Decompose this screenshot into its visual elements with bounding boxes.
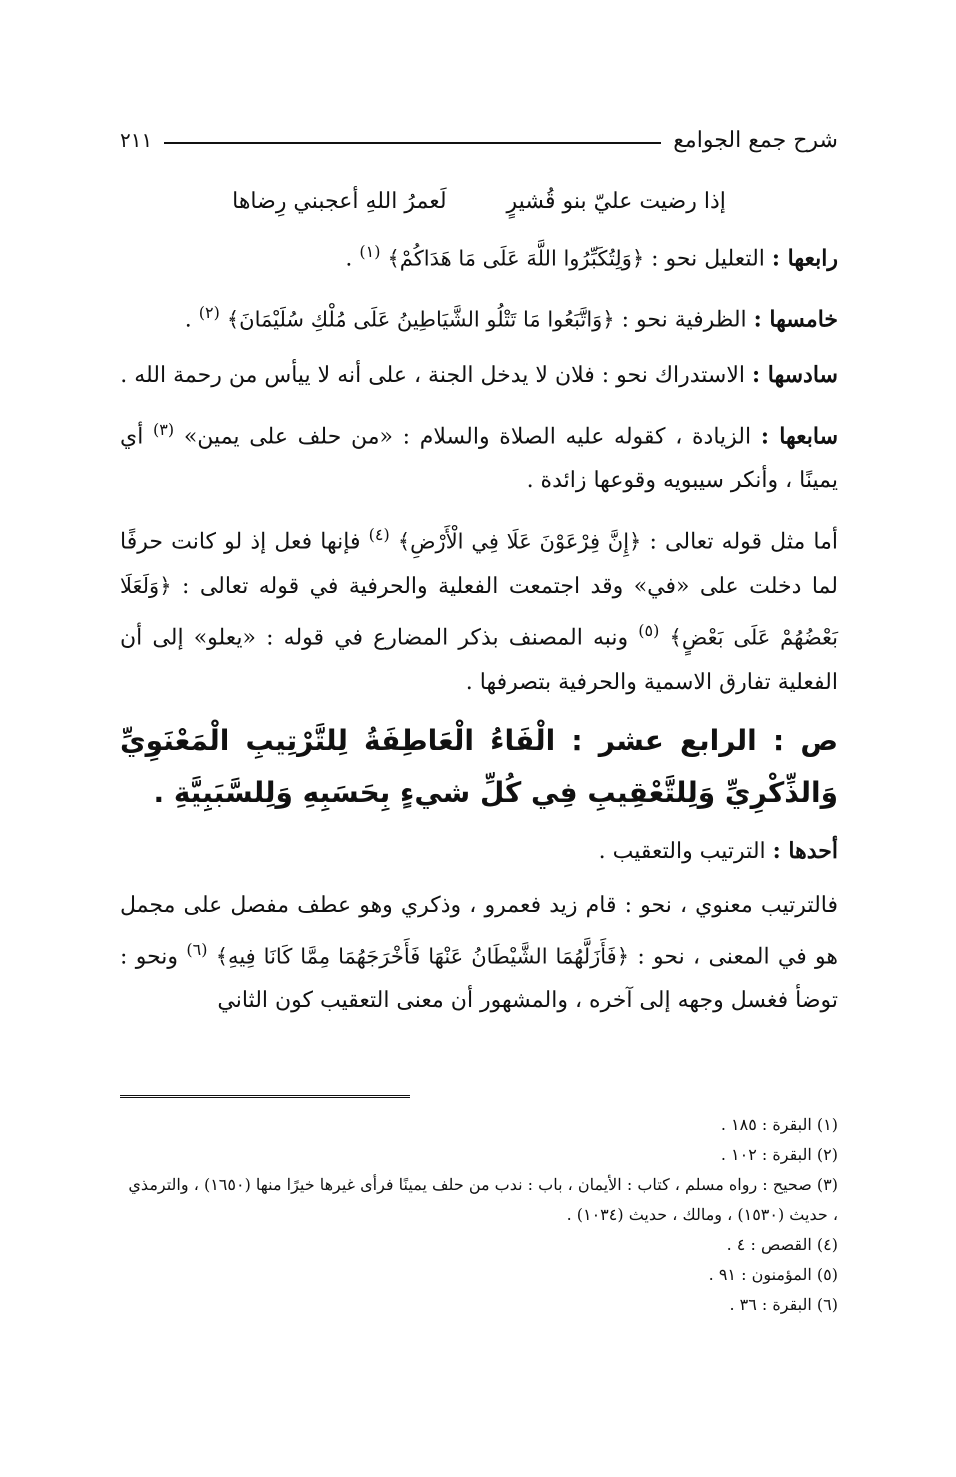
running-head	[120, 120, 838, 160]
footnote-ref: (٥)	[638, 621, 660, 641]
footnote: (٦) البقرة : ٣٦ .	[729, 1295, 838, 1314]
paragraph-first-meaning	[120, 829, 838, 874]
term-label: رابعها :	[771, 245, 838, 272]
footnote-ref: (٢)	[198, 303, 220, 323]
paragraph-tartib-explanation	[120, 884, 838, 1023]
quran-quote: ﴿وَاتَّبَعُوا مَا تَتْلُو الشَّيَاطِينُ عَلَى مُلْكِ سُلَيْمَانَ﴾	[226, 307, 615, 332]
running-title: شرح جمع الجوامع	[673, 127, 838, 153]
poem-hemistich-first: إذا رضيت عليّ بنو قُشيرٍ	[506, 189, 726, 214]
footnote-ref: (٣)	[153, 419, 175, 439]
quran-quote: ﴿فَأَزَلَّهُمَا الشَّيْطَانُ عَنْهَا فَأَخْرَجَهُمَا مِمَّا كَانَا فِيهِ﴾	[215, 943, 630, 968]
footnote: (١) البقرة : ١٨٥ .	[720, 1115, 838, 1134]
paragraph-text: ونبه المصنف بذكر المضارع في قوله : «يعلو» إلى أن الفعلية تفارق الاسمية والحرفية بتصرفها .	[120, 625, 838, 695]
paragraph-text: الاستدراك نحو : فلان لا يدخل الجنة ، على أنه لا ييأس من رحمة الله .	[120, 362, 745, 388]
term-label: أحدها :	[772, 837, 838, 864]
footnote-ref: (١)	[359, 242, 381, 261]
body-text	[120, 180, 838, 1033]
page-number: ٢١١	[120, 128, 153, 152]
term-label: سابعها :	[760, 422, 839, 449]
footnote: (٤) القصص : ٤ .	[726, 1235, 838, 1254]
paragraph-text: فالترتيب معنوي ، نحو : قام زيد فعمرو ، وذكري وهو عطف مفصل على مجمل هو في المعنى ، نحو :	[120, 892, 839, 969]
paragraph-fifth-meaning	[120, 291, 838, 342]
paragraph-seventh-meaning	[120, 408, 838, 503]
paragraph-end: .	[345, 246, 353, 272]
paragraph-text: فإنها فعل إذ لو كانت حرفًا لما دخلت على «في» وقد اجتمعت الفعلية والحرفية في قوله تعالى :	[120, 529, 838, 600]
paragraph-text: الزيادة ، كقوله عليه الصلاة والسلام : «من حلف على يمين»	[183, 423, 752, 449]
paragraph-fourth-meaning	[120, 230, 838, 281]
poem-verse	[120, 180, 838, 224]
paragraph-end: أي يمينًا ، وأنكر سيبويه وقوعها زائدة .	[120, 423, 838, 493]
term-label: خامسها :	[753, 306, 838, 333]
matn-heading: ص : الرابع عشر : الْفَاءُ الْعَاطِفَةُ لِلتَّرْتِيبِ الْمَعْنَوِيِّ وَالذِّكْرِيِّ وَلِلتَّعْقِيبِ فِي كُلِّ شيءٍ بِحَسَبِهِ وَلِلسَّبَبِيَّةِ .	[120, 723, 838, 809]
footnote-separator	[120, 1095, 410, 1098]
footnote-ref: (٦)	[186, 939, 208, 959]
footnotes	[120, 1110, 838, 1320]
paragraph-text: الترتيب والتعقيب .	[598, 838, 766, 864]
quran-quote: ﴿إِنَّ فِرْعَوْنَ عَلَا فِي الْأَرْضِ﴾	[397, 529, 642, 554]
header-rule	[164, 142, 661, 144]
term-label: سادسها :	[752, 361, 838, 388]
paragraph-end: .	[184, 307, 192, 333]
book-page	[120, 110, 838, 1360]
poem-hemistich-second: لَعمرُ اللهِ أعجبني رِضاها	[232, 189, 447, 214]
paragraph-sixth-meaning	[120, 353, 838, 398]
paragraph-text: أما مثل قوله تعالى :	[649, 529, 838, 555]
paragraph-text: ونحو : توضأ فغسل وجهه إلى آخره ، والمشهور أن معنى التعقيب كون الثاني	[120, 943, 838, 1013]
footnote-ref: (٤)	[368, 524, 390, 544]
footnote: (٥) المؤمنون : ٩١ .	[708, 1265, 838, 1284]
paragraph-pharaoh-example	[120, 513, 838, 705]
paragraph-text: التعليل نحو :	[651, 246, 765, 272]
quran-quote: ﴿وَلَعَلَا بَعْضُهُمْ عَلَى بَعْضٍ﴾	[120, 574, 839, 650]
footnote: (٣) صحيح : رواه مسلم ، كتاب : الأيمان ، باب : ندب من حلف يمينًا فرأى غيرها خيرًا منها (١٦٥٠) ، والترمذي ، حديث (١٥٣٠) ، ومالك ، حديث (١٠٣٤) .	[128, 1175, 838, 1224]
quran-quote: ﴿وَلِتُكَبِّرُوا اللَّهَ عَلَى مَا هَدَاكُمْ﴾	[387, 246, 645, 271]
paragraph-text: الظرفية نحو :	[621, 307, 747, 333]
footnote: (٢) البقرة : ١٠٢ .	[720, 1145, 838, 1164]
